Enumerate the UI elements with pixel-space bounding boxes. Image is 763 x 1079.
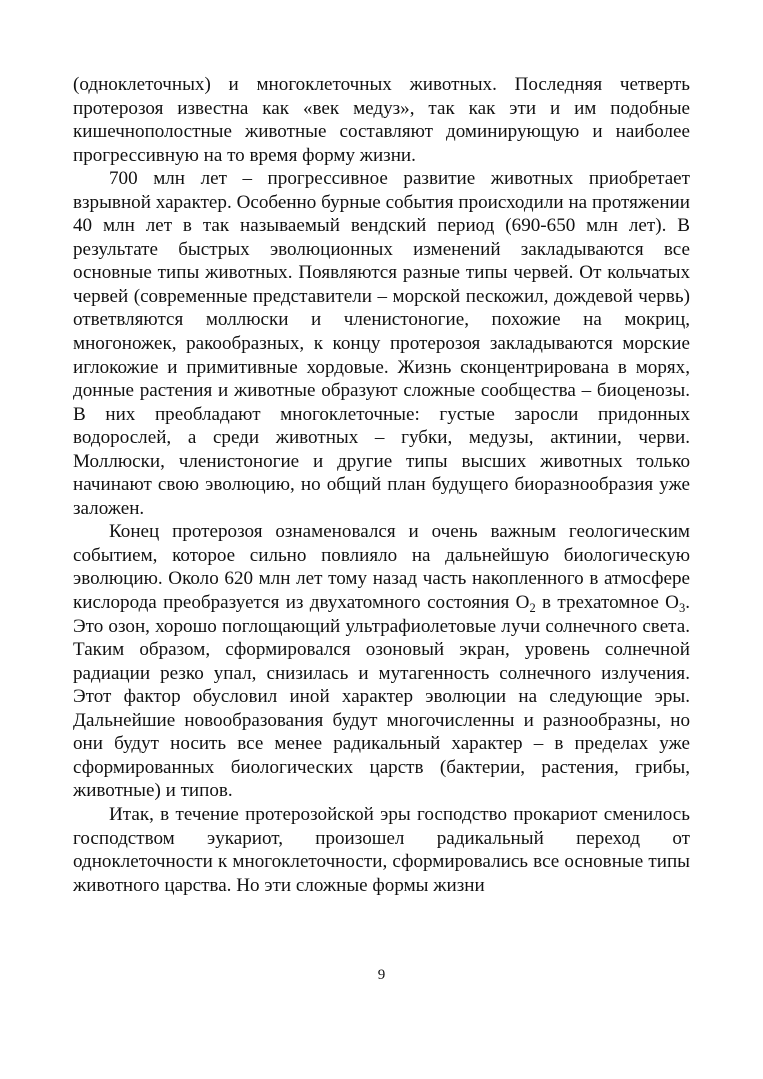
paragraph-3-part-2: в трехатомное О bbox=[535, 592, 679, 614]
paragraph-3-part-3: . Это озон, хорошо поглощающий ультрафиолетовые лучи солнечного света. Таким образом, сформировался озоновый экран, уровень солнечной радиации резко упал, снизилась и мутагенность солнечного излучения. Этот фактор обусловил иной характер эволюции на следующие эры. Дальнейшие новообразования будут многочисленны и разнообразны, но они будут носить все менее радикальный характер – в пределах уже сформированных биологических царств (бактерии, растения, грибы, животные) и типов. bbox=[73, 592, 690, 802]
paragraph-3 bbox=[73, 520, 690, 803]
paragraph-4: Итак, в течение протерозойской эры господство прокариот сменилось господством эукариот, произошел радикальный переход от одноклеточности к многоклеточности, сформировались все основные типы животного царства. Но эти сложные формы жизни bbox=[73, 803, 690, 896]
paragraph-3-part-1: Конец протерозоя ознаменовался и очень важным геологическим событием, которое сильно повлияло на дальнейшую биологическую эволюцию. Около 620 млн лет тому назад часть накопленного в атмосфере кислорода преобразуется из двухатомного состояния О bbox=[73, 521, 690, 614]
paragraph-2: 700 млн лет – прогрессивное развитие животных приобретает взрывной характер. Особенно бурные события происходили на протяжении 40 млн лет в так называемый вендский период (690-650 млн лет). В результате быстрых эволюционных изменений закладываются все основные типы животных. Появляются разные типы червей. От кольчатых червей (современные представители – морской пескожил, дождевой червь) ответвляются моллюски и членистоногие, похожие на мокриц, многоножек, ракообразных, к концу протерозоя закладываются морские иглокожие и примитивные хордовые. Жизнь сконцентрирована в морях, донные растения и животные образуют сложные сообщества – биоценозы. В них преобладают многоклеточные: густые заросли придонных водорослей, а среди животных – губки, медузы, актинии, черви. Моллюски, членистоногие и другие типы высших животных только начинают свою эволюцию, но общий план будущего биоразнообразия уже заложен. bbox=[73, 168, 690, 519]
ozone-subscript-3: 3 bbox=[678, 601, 686, 616]
paragraph-1: (одноклеточных) и многоклеточных животных. Последняя четверть протерозоя известна как «век медуз», так как эти и им подобные кишечнополостные животные составляют доминирующую и наиболее прогрессивную на то время форму жизни. bbox=[73, 74, 690, 166]
oxygen-subscript-2: 2 bbox=[529, 601, 536, 616]
document-page bbox=[73, 73, 690, 897]
page-number: 9 bbox=[377, 967, 386, 983]
